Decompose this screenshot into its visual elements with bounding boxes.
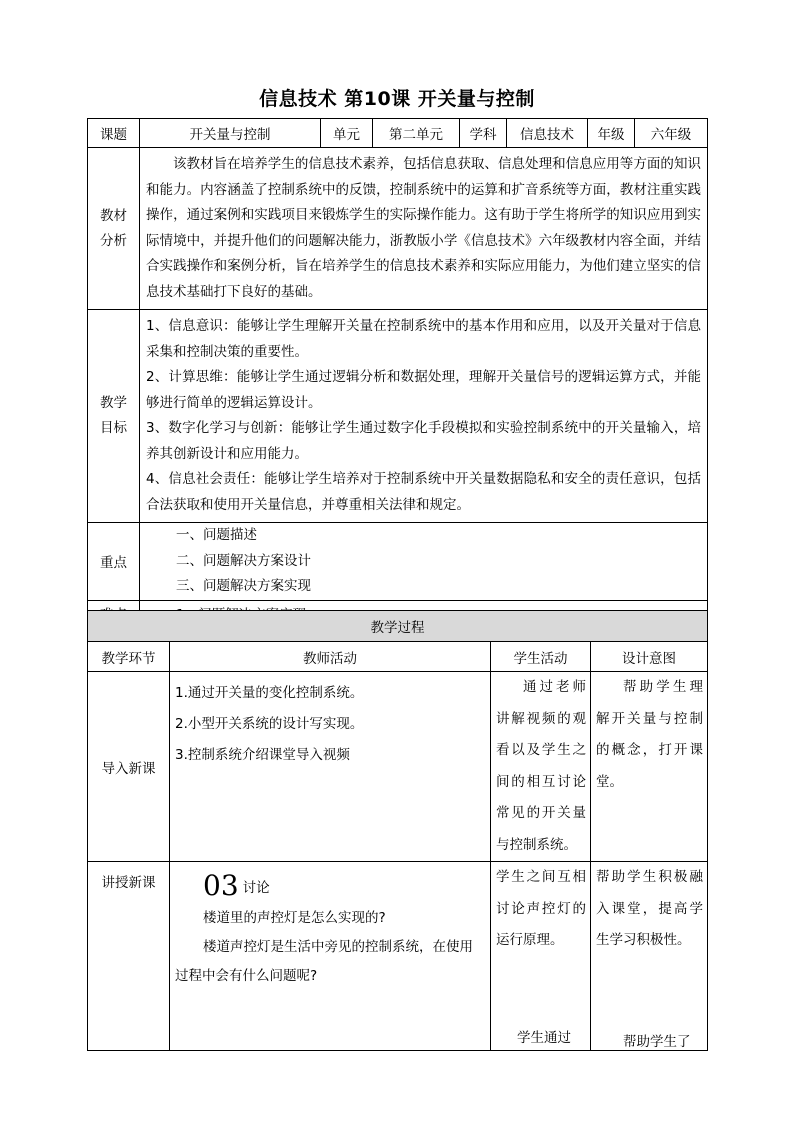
intent-text: 帮助学生积极融入课堂，提高学生学习积极性。 (596, 869, 703, 948)
goals-label-line2: 目标 (100, 420, 127, 436)
teaching-process-table (87, 610, 708, 1051)
student-activity-text: 学生之间互相讨论声控灯的运行原理。 (496, 869, 586, 948)
intent-intro: 帮助学生理解开关量与控制的概念，打开课堂。 (591, 672, 708, 862)
teacher-activity-new (170, 862, 491, 1051)
discussion-tag: 讨论 (242, 880, 270, 896)
teacher-step: 1.通过开关量的变化控制系统。 (175, 685, 364, 701)
col-stage-header: 教学环节 (88, 642, 170, 672)
goal-item: 4、信息社会责任：能够让学生培养对于控制系统中开关量数据隐私和安全的责任意识，包括合法获取和使用开关量信息，并尊重相关法律和规定。 (146, 471, 701, 513)
analysis-label-line2: 分析 (100, 232, 127, 249)
teacher-step: 2.小型开关系统的设计写实现。 (175, 716, 364, 732)
stage-intro: 导入新课 (88, 672, 170, 862)
col-intent-header: 设计意图 (591, 642, 708, 672)
discussion-heading (175, 868, 484, 904)
key-point-item: 三、问题解决方案实现 (176, 578, 311, 594)
key-point-item: 二、问题解决方案设计 (176, 552, 311, 569)
topic-label: 课题 (88, 119, 140, 148)
col-teacher-header: 教师活动 (170, 642, 491, 672)
intent-tail: 帮助学生了 (623, 1034, 691, 1050)
goals-label (88, 310, 140, 523)
key-points-label: 重点 (88, 523, 140, 601)
goal-item: 3、数字化学习与创新：能够让学生通过数字化手段模拟和实验控制系统中的开关量输入，培养其创新设计和应用能力。 (146, 420, 701, 462)
unit-value: 第二单元 (373, 119, 460, 148)
grade-value: 六年级 (635, 119, 708, 148)
subject-value: 信息技术 (507, 119, 588, 148)
student-activity-new (491, 862, 591, 1051)
goals-list (140, 310, 708, 523)
teacher-activity-intro (170, 672, 491, 862)
discussion-question: 楼道里的声控灯是怎么实现的? (203, 910, 386, 926)
grade-label: 年级 (588, 119, 635, 148)
teacher-step: 3.控制系统介绍课堂导入视频 (175, 747, 350, 763)
stage-new-lesson: 讲授新课 (88, 862, 170, 1051)
col-student-header: 学生活动 (491, 642, 591, 672)
intent-new (591, 862, 708, 1051)
process-header: 教学过程 (88, 611, 708, 642)
discussion-paragraph: 楼道声控灯是生活中旁见的控制系统，在使用过程中会有什么问题呢? (175, 939, 473, 984)
unit-label: 单元 (321, 119, 373, 148)
topic-value: 开关量与控制 (140, 119, 321, 148)
goals-label-line1: 教学 (100, 395, 127, 411)
key-point-item: 一、问题描述 (176, 527, 257, 543)
document-title: 信息技术 第10课 开关量与控制 (259, 88, 535, 110)
student-activity-tail: 学生通过 (517, 1030, 571, 1046)
subject-label: 学科 (460, 119, 507, 148)
goal-item: 2、计算思维：能够让学生通过逻辑分析和数据处理，理解开关量信号的逻辑运算方式，并能够进行简单的逻辑运算设计。 (146, 369, 701, 411)
student-activity-intro: 通过老师讲解视频的观看以及学生之间的相互讨论常见的开关量与控制系统。 (491, 672, 591, 862)
goal-item: 1、信息意识：能够让学生理解开关量在控制系统中的基本作用和应用，以及开关量对于信息采集和控制决策的重要性。 (146, 318, 701, 360)
analysis-label-line1: 教材 (100, 207, 127, 224)
analysis-label (88, 148, 140, 310)
key-points-list (140, 523, 708, 601)
analysis-text: 该教材旨在培养学生的信息技术素养，包括信息获取、信息处理和信息应用等方面的知识和能力。内容涵盖了控制系统中的反馈，控制系统中的运算和扩音系统等方面，教材注重实践操作，通过案例和实践项目来锻炼学生的实际操作能力。这有助于学生将所学的知识应用到实际情境中，并提升他们的问题解决能力，浙教版小学《信息技术》六年级教材内容全面，并结合实践操作和案例分析，旨在培养学生的信息技术素养和实际应用能力，为他们建立坚实的信息技术基础打下良好的基础。 (140, 148, 708, 310)
discussion-number: 03 (203, 869, 239, 902)
lesson-info-table (87, 118, 708, 626)
